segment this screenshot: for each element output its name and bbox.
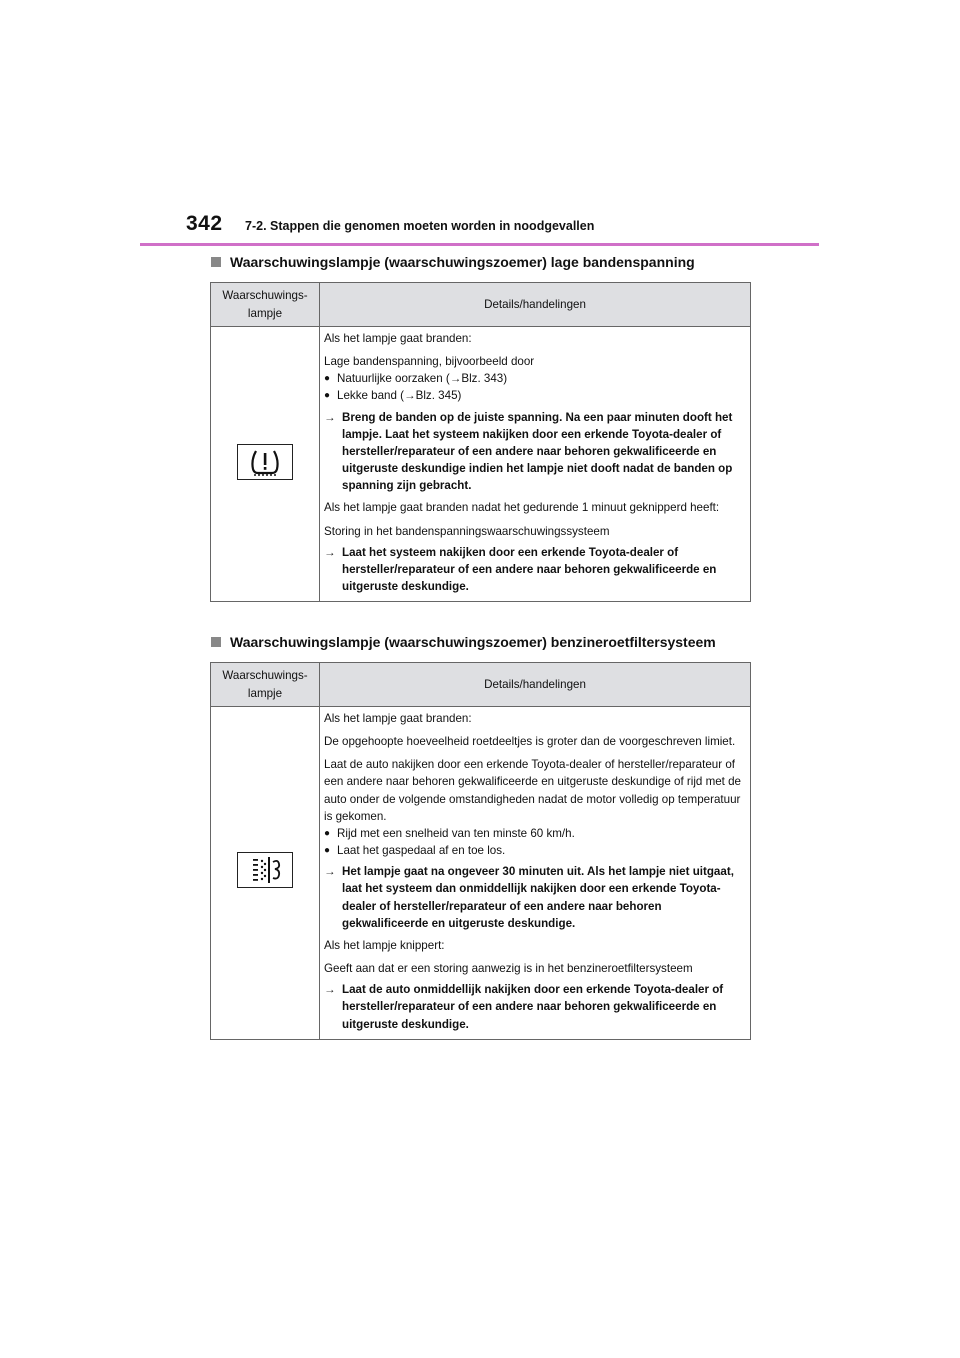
list-item xyxy=(324,370,745,387)
table-header-row xyxy=(211,663,751,707)
action-text: Laat het systeem nakijken door een erkende Toyota-dealer of hersteller/reparateur of een andere naar behoren gekwalificeerde en uitgeruste deskundige. xyxy=(342,545,717,594)
list-item xyxy=(324,825,745,842)
section-heading-text: Waarschuwingslampje (waarschuwingszoemer) lage bandenspanning xyxy=(230,254,695,270)
details-cell xyxy=(320,327,751,602)
table-row xyxy=(211,707,751,1040)
table-header-row xyxy=(211,283,751,327)
bullet-dot-icon: ● xyxy=(324,373,331,385)
list-item-text: Lekke band (→Blz. 345) xyxy=(337,389,462,403)
list-item-text: Laat het gaspedaal af en toe los. xyxy=(337,844,506,858)
detail-text: Storing in het bandenspanningswaarschuwingssysteem xyxy=(324,524,610,538)
detail-text: Als het lampje knippert: xyxy=(324,938,445,952)
action-item xyxy=(324,863,745,932)
arrow-right-icon: → xyxy=(324,983,336,997)
list-item xyxy=(324,387,745,404)
particulate-filter-table xyxy=(210,662,751,1040)
detail-text: Als het lampje gaat branden: xyxy=(324,712,472,725)
list-item xyxy=(324,842,745,859)
detail-text: Als het lampje gaat branden nadat het gedurende 1 minuut geknipperd heeft: xyxy=(324,501,720,515)
bullet-dot-icon: ● xyxy=(324,845,331,857)
detail-text: Lage bandenspanning, bijvoorbeeld door xyxy=(324,355,535,369)
action-item xyxy=(324,544,745,595)
square-bullet-icon xyxy=(211,257,221,267)
column-header-details: Details/handelingen xyxy=(320,663,751,707)
tire-pressure-table xyxy=(210,282,751,602)
header-rule xyxy=(140,243,819,246)
column-header-lamp: Waarschuwings- lampje xyxy=(211,283,320,327)
table-row xyxy=(211,327,751,602)
action-text: Laat de auto onmiddellijk nakijken door een erkende Toyota-dealer of hersteller/reparateur of een andere naar behoren gekwalificeerde en uitgeruste deskundige. xyxy=(342,983,724,1031)
action-item xyxy=(324,981,745,1032)
detail-text: Laat de auto nakijken door een erkende Toyota-dealer of hersteller/reparateur of een andere naar behoren gekwalificeerde en uitgeruste deskundige of rijd met de auto onder de volgende omstandigheden nadat de motor volledig op temperatuur is gekomen. xyxy=(324,758,742,823)
tire-pressure-warning-icon xyxy=(237,444,293,480)
action-text: Breng de banden op de juiste spanning. Na een paar minuten dooft het lampje. Laat het systeem nakijken door een erkende Toyota-dealer of hersteller/reparateur of een andere naar behoren gekwalificeerde en uitgeruste deskundige indien het lampje niet dooft nadat de banden op spanning zijn gebracht. xyxy=(342,410,733,493)
column-header-lamp: Waarschuwings- lampje xyxy=(211,663,320,707)
column-header-details: Details/handelingen xyxy=(320,283,751,327)
icon-cell xyxy=(211,707,320,1040)
bullet-dot-icon: ● xyxy=(324,390,331,402)
page-number: 342 xyxy=(186,212,223,235)
section-heading-tire-pressure xyxy=(211,254,695,270)
list-item-text: Natuurlijke oorzaken (→Blz. 343) xyxy=(337,372,508,386)
detail-text: Geeft aan dat er een storing aanwezig is in het benzineroetfiltersysteem xyxy=(324,962,693,976)
action-item xyxy=(324,409,745,495)
bullet-dot-icon: ● xyxy=(324,827,331,839)
chapter-title: 7-2. Stappen die genomen moeten worden in noodgevallen xyxy=(245,219,595,233)
action-text: Het lampje gaat na ongeveer 30 minuten uit. Als het lampje niet uitgaat, laat het systeem dan onmiddellijk nakijken door een erkende Toyota-dealer of hersteller/reparateur of een andere naar behoren gekwalificeerde en uitgeruste deskundige. xyxy=(342,865,734,930)
detail-text: Als het lampje gaat branden: xyxy=(324,332,472,345)
list-item-text: Rijd met een snelheid van ten minste 60 km/h. xyxy=(337,826,575,840)
particulate-filter-warning-icon xyxy=(237,852,293,888)
square-bullet-icon xyxy=(211,637,221,647)
arrow-right-icon: → xyxy=(324,545,336,559)
detail-text: De opgehoopte hoeveelheid roetdeeltjes is groter dan de voorgeschreven limiet. xyxy=(324,735,736,749)
icon-cell xyxy=(211,327,320,602)
details-cell xyxy=(320,707,751,1040)
arrow-right-icon: → xyxy=(324,410,336,424)
section-heading-particulate-filter xyxy=(211,634,716,650)
section-heading-text: Waarschuwingslampje (waarschuwingszoemer) benzineroetfiltersysteem xyxy=(230,634,716,650)
arrow-right-icon: → xyxy=(324,865,336,879)
